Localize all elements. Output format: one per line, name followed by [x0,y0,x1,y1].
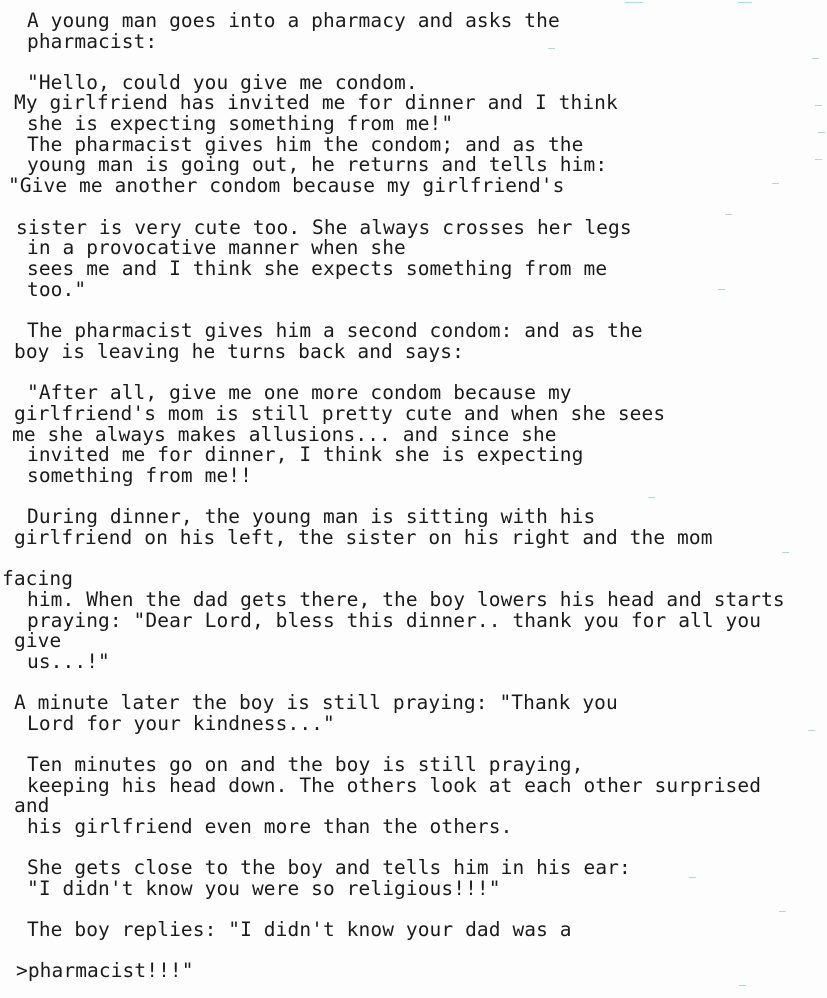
text-line: invited me for dinner, I think she is expecting [27,443,584,466]
scan-artifact [815,105,822,106]
text-line: facing [2,567,74,590]
text-line: The pharmacist gives him the condom; and as the [27,133,584,156]
text-line: young man is going out, he returns and tells him: [27,153,608,176]
text-line: him. When the dad gets there, the boy lowers his head and starts [27,588,785,611]
text-line: girlfriend's mom is still pretty cute and when she sees [14,402,666,425]
scan-artifact [739,985,746,986]
scan-artifact [812,58,819,59]
scan-artifact [725,214,732,215]
text-line: praying: "Dear Lord, bless this dinner.. thank you for all you [27,609,762,632]
text-line: give [14,629,62,652]
text-line: girlfriend on his left, the sister on his right and the mom [14,526,713,549]
scan-artifact [648,497,655,498]
text-line: The boy replies: "I didn't know your dad was a [27,918,572,941]
scan-artifact [808,730,815,731]
text-line: "Hello, could you give me condom. [27,71,418,94]
text-line: She gets close to the boy and tells him in his ear: [27,856,631,879]
text-line: in a provocative manner when she [27,236,406,259]
text-line: sees me and I think she expects something from me [27,257,608,280]
text-line: A young man goes into a pharmacy and asks the [27,9,560,32]
text-line: "Give me another condom because my girlfriend's [8,174,565,197]
text-line: "I didn't know you were so religious!!!" [27,877,501,900]
text-line: The pharmacist gives him a second condom: and as the [27,319,643,342]
text-line: Ten minutes go on and the boy is still praying, [27,753,584,776]
text-line: keeping his head down. The others look at each other surprised [27,774,762,797]
scan-artifact [625,2,643,3]
text-line: A minute later the boy is still praying: "Thank you [14,691,618,714]
text-line: During dinner, the young man is sitting with his [27,505,596,528]
text-line: pharmacist: [27,30,158,53]
text-line: "After all, give me one more condom because my [27,381,572,404]
text-line: and [14,794,50,817]
text-line: boy is leaving he turns back and says: [14,340,464,363]
text-line: sister is very cute too. She always crosses her legs [16,216,632,239]
scan-artifact [548,48,555,49]
text-line: too." [27,278,87,301]
text-line: us...!" [27,650,110,673]
text-line: something from me!! [27,464,252,487]
text-line: me she always makes allusions... and since she [12,423,557,446]
scan-artifact [738,2,752,3]
scan-artifact [718,289,725,290]
text-line: his girlfriend even more than the others. [27,815,513,838]
text-line: Lord for your kindness..." [27,712,335,735]
scan-artifact [772,183,779,184]
scan-artifact [779,911,786,912]
scan-artifact [689,877,696,878]
scan-artifact [782,552,789,553]
scan-artifact [815,159,822,160]
text-line: she is expecting something from me!" [27,112,454,135]
text-line: >pharmacist!!!" [16,959,194,982]
text-line: My girlfriend has invited me for dinner and I think [14,91,618,114]
scan-artifact [818,132,825,133]
